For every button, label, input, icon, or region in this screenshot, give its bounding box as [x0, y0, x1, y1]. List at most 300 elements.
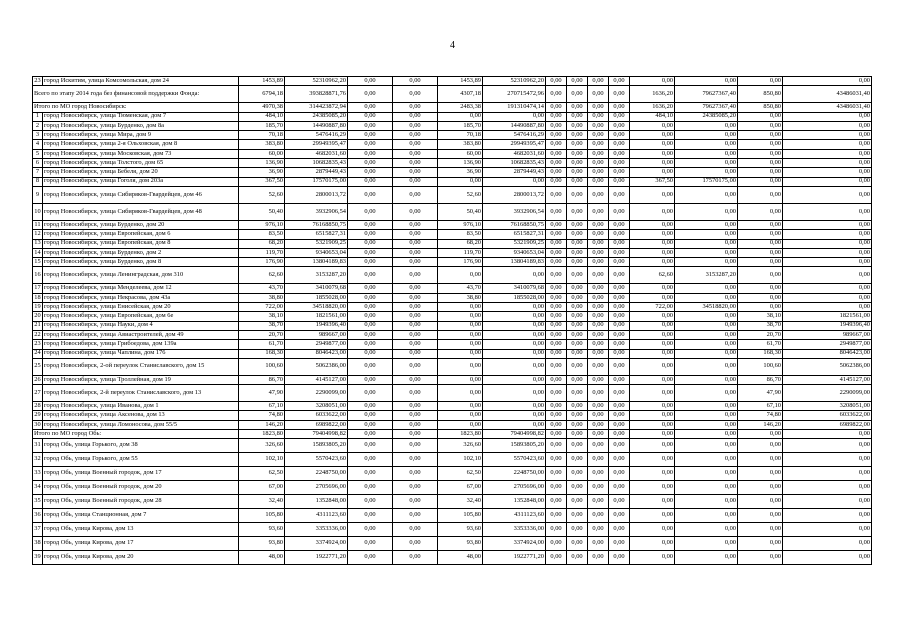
value-cell: 2248750,00: [285, 467, 348, 481]
value-cell: 0,00: [675, 121, 738, 130]
value-cell: 3153287,20: [675, 267, 738, 284]
value-cell: 0,00: [483, 177, 546, 186]
value-cell: 0,00: [609, 103, 630, 112]
row-number: 17: [33, 284, 43, 293]
value-cell: 0,00: [738, 159, 783, 168]
value-cell: 3410079,68: [483, 284, 546, 293]
address-cell: город Новосибирск, улица Толстого, дом 65: [43, 159, 239, 168]
value-cell: 0,00: [348, 121, 393, 130]
row-number: 32: [33, 453, 43, 467]
value-cell: 70,18: [239, 131, 285, 140]
value-cell: 168,30: [239, 349, 285, 358]
value-cell: 0,00: [546, 375, 567, 384]
value-cell: 0,00: [675, 481, 738, 495]
address-cell: город Новосибирск, улица Московская, дом 73: [43, 149, 239, 158]
value-cell: 0,00: [588, 330, 609, 339]
value-cell: 0,00: [393, 140, 438, 149]
value-cell: 0,00: [546, 358, 567, 375]
value-cell: 5321909,25: [285, 239, 348, 248]
value-cell: 0,00: [393, 77, 438, 86]
value-cell: 0,00: [348, 293, 393, 302]
value-cell: 0,00: [783, 77, 872, 86]
value-cell: 9340653,04: [285, 248, 348, 257]
table-row: [33, 551, 872, 565]
value-cell: 0,00: [546, 439, 567, 453]
row-number: 38: [33, 537, 43, 551]
value-cell: 0,00: [546, 168, 567, 177]
table-row: [33, 131, 872, 140]
value-cell: 93,80: [239, 537, 285, 551]
value-cell: 136,90: [239, 159, 285, 168]
value-cell: 0,00: [567, 303, 588, 312]
table-row: [33, 358, 872, 375]
value-cell: 0,00: [675, 358, 738, 375]
value-cell: 17570175,00: [675, 177, 738, 186]
value-cell: 4311123,60: [285, 509, 348, 523]
value-cell: 2800013,72: [483, 186, 546, 203]
value-cell: 0,00: [609, 385, 630, 402]
value-cell: 0,00: [783, 267, 872, 284]
value-cell: 38,80: [239, 293, 285, 302]
value-cell: 0,00: [393, 523, 438, 537]
row-number: 4: [33, 140, 43, 149]
value-cell: 14490887,80: [483, 121, 546, 130]
value-cell: 0,00: [630, 411, 675, 420]
value-cell: 0,00: [483, 112, 546, 121]
value-cell: 0,00: [348, 420, 393, 429]
value-cell: 74,80: [738, 411, 783, 420]
value-cell: 484,10: [630, 112, 675, 121]
value-cell: 0,00: [630, 159, 675, 168]
address-cell: город Обь, улица Военный городок, дом 28: [43, 495, 239, 509]
value-cell: 0,00: [483, 321, 546, 330]
value-cell: 0,00: [393, 375, 438, 384]
value-cell: 0,00: [630, 453, 675, 467]
value-cell: 86,70: [738, 375, 783, 384]
value-cell: 0,00: [588, 203, 609, 220]
value-cell: 62,60: [239, 267, 285, 284]
value-cell: 0,00: [567, 523, 588, 537]
value-cell: 67,10: [239, 402, 285, 411]
value-cell: 0,00: [783, 430, 872, 439]
value-cell: 0,00: [630, 312, 675, 321]
table-row: [33, 453, 872, 467]
value-cell: 2949877,00: [783, 340, 872, 349]
value-cell: 52,60: [239, 186, 285, 203]
value-cell: 0,00: [675, 430, 738, 439]
value-cell: 0,00: [438, 402, 483, 411]
value-cell: 0,00: [567, 439, 588, 453]
value-cell: 0,00: [546, 248, 567, 257]
value-cell: 0,00: [348, 77, 393, 86]
value-cell: 0,00: [783, 537, 872, 551]
value-cell: 0,00: [783, 509, 872, 523]
value-cell: 0,00: [546, 340, 567, 349]
value-cell: 136,90: [438, 159, 483, 168]
value-cell: 0,00: [393, 420, 438, 429]
value-cell: 0,00: [609, 177, 630, 186]
value-cell: 2290099,00: [783, 385, 872, 402]
value-cell: 0,00: [567, 186, 588, 203]
value-cell: 0,00: [438, 411, 483, 420]
value-cell: 0,00: [675, 551, 738, 565]
value-cell: 0,00: [348, 340, 393, 349]
value-cell: 1922771,20: [483, 551, 546, 565]
value-cell: 0,00: [567, 140, 588, 149]
row-number: 2: [33, 121, 43, 130]
value-cell: 0,00: [783, 186, 872, 203]
value-cell: 0,00: [783, 112, 872, 121]
table-row: [33, 258, 872, 267]
value-cell: 0,00: [567, 411, 588, 420]
table-row: [33, 312, 872, 321]
value-cell: 0,00: [738, 131, 783, 140]
value-cell: 0,00: [609, 131, 630, 140]
row-number: 33: [33, 467, 43, 481]
total-row: [33, 103, 872, 112]
value-cell: 0,00: [393, 312, 438, 321]
value-cell: 3353336,00: [285, 523, 348, 537]
value-cell: 168,30: [738, 349, 783, 358]
value-cell: 0,00: [588, 220, 609, 229]
value-cell: 0,00: [567, 258, 588, 267]
table-row: [33, 303, 872, 312]
value-cell: 0,00: [609, 77, 630, 86]
value-cell: 0,00: [348, 220, 393, 229]
value-cell: 0,00: [588, 321, 609, 330]
row-number: 14: [33, 248, 43, 257]
value-cell: 0,00: [546, 203, 567, 220]
value-cell: 0,00: [567, 267, 588, 284]
value-cell: 0,00: [630, 358, 675, 375]
value-cell: 0,00: [393, 168, 438, 177]
value-cell: 76168850,75: [285, 220, 348, 229]
value-cell: 52310962,20: [483, 77, 546, 86]
value-cell: 326,60: [239, 439, 285, 453]
address-cell: город Новосибирск, улица Бебеля, дом 20: [43, 168, 239, 177]
address-cell: город Новосибирск, улица Тюменская, дом 7: [43, 112, 239, 121]
value-cell: 0,00: [675, 495, 738, 509]
value-cell: 0,00: [567, 77, 588, 86]
value-cell: 0,00: [675, 131, 738, 140]
row-number: 27: [33, 385, 43, 402]
value-cell: 6515827,31: [483, 230, 546, 239]
value-cell: 0,00: [738, 177, 783, 186]
value-cell: 0,00: [588, 537, 609, 551]
value-cell: 0,00: [348, 230, 393, 239]
value-cell: 0,00: [567, 321, 588, 330]
value-cell: 0,00: [609, 495, 630, 509]
value-cell: 0,00: [588, 349, 609, 358]
value-cell: 9340653,04: [483, 248, 546, 257]
value-cell: 0,00: [567, 495, 588, 509]
table-row: [33, 267, 872, 284]
value-cell: 8046423,00: [783, 349, 872, 358]
row-number: 29: [33, 411, 43, 420]
row-number: 1: [33, 112, 43, 121]
value-cell: 0,00: [438, 330, 483, 339]
value-cell: 0,00: [588, 230, 609, 239]
value-cell: 0,00: [783, 177, 872, 186]
value-cell: 3208051,00: [285, 402, 348, 411]
table-row: [33, 186, 872, 203]
row-number: 39: [33, 551, 43, 565]
value-cell: 0,00: [738, 293, 783, 302]
value-cell: 0,00: [630, 293, 675, 302]
value-cell: 0,00: [588, 177, 609, 186]
table-row: [33, 159, 872, 168]
value-cell: 0,00: [630, 220, 675, 229]
value-cell: 0,00: [567, 430, 588, 439]
value-cell: 0,00: [567, 293, 588, 302]
value-cell: 62,60: [630, 267, 675, 284]
value-cell: 0,00: [738, 467, 783, 481]
value-cell: 3153287,20: [285, 267, 348, 284]
value-cell: 3932906,54: [483, 203, 546, 220]
value-cell: 0,00: [567, 131, 588, 140]
value-cell: 0,00: [546, 293, 567, 302]
table-row: [33, 140, 872, 149]
value-cell: 0,00: [567, 375, 588, 384]
value-cell: 0,00: [393, 385, 438, 402]
value-cell: 0,00: [348, 453, 393, 467]
row-number: 37: [33, 523, 43, 537]
value-cell: 0,00: [567, 453, 588, 467]
value-cell: 393828871,76: [285, 86, 348, 103]
table-row: [33, 537, 872, 551]
value-cell: 2800013,72: [285, 186, 348, 203]
value-cell: 0,00: [783, 239, 872, 248]
address-cell: город Новосибирск, улица Бурденко, дом 8: [43, 258, 239, 267]
value-cell: 0,00: [348, 481, 393, 495]
value-cell: 38,80: [438, 293, 483, 302]
address-cell: город Новосибирск, улица Троллейная, дом 19: [43, 375, 239, 384]
value-cell: 0,00: [630, 149, 675, 158]
value-cell: 0,00: [609, 284, 630, 293]
value-cell: 0,00: [609, 267, 630, 284]
value-cell: 0,00: [588, 402, 609, 411]
table-row: [33, 467, 872, 481]
value-cell: 0,00: [609, 112, 630, 121]
value-cell: 0,00: [588, 481, 609, 495]
value-cell: 0,00: [588, 140, 609, 149]
value-cell: 0,00: [738, 239, 783, 248]
value-cell: 0,00: [393, 467, 438, 481]
value-cell: 722,00: [239, 303, 285, 312]
value-cell: 0,00: [783, 121, 872, 130]
value-cell: 0,00: [675, 293, 738, 302]
value-cell: 0,00: [675, 439, 738, 453]
value-cell: 0,00: [738, 495, 783, 509]
value-cell: 50,40: [239, 203, 285, 220]
value-cell: 0,00: [393, 86, 438, 103]
value-cell: 0,00: [546, 330, 567, 339]
value-cell: 0,00: [393, 321, 438, 330]
value-cell: 0,00: [609, 340, 630, 349]
value-cell: 0,00: [483, 375, 546, 384]
value-cell: 0,00: [546, 467, 567, 481]
value-cell: 1352848,00: [483, 495, 546, 509]
value-cell: 0,00: [567, 112, 588, 121]
table-row: [33, 77, 872, 86]
value-cell: 0,00: [609, 86, 630, 103]
address-cell: город Искитим, улица Комсомольская, дом 24: [43, 77, 239, 86]
value-cell: 0,00: [783, 220, 872, 229]
value-cell: 0,00: [783, 303, 872, 312]
value-cell: 0,00: [738, 112, 783, 121]
value-cell: 0,00: [588, 430, 609, 439]
row-number: 19: [33, 303, 43, 312]
value-cell: 67,00: [239, 481, 285, 495]
table-row: [33, 375, 872, 384]
value-cell: 0,00: [738, 248, 783, 257]
value-cell: 0,00: [783, 258, 872, 267]
value-cell: 0,00: [588, 131, 609, 140]
value-cell: 0,00: [609, 303, 630, 312]
address-cell: город Обь, улица Кирова, дом 20: [43, 551, 239, 565]
value-cell: 0,00: [393, 177, 438, 186]
value-cell: 43,70: [438, 284, 483, 293]
value-cell: 0,00: [609, 321, 630, 330]
value-cell: 0,00: [675, 168, 738, 177]
value-cell: 79404998,82: [483, 430, 546, 439]
value-cell: 43486031,40: [783, 103, 872, 112]
value-cell: 5321909,25: [483, 239, 546, 248]
value-cell: 15893805,20: [483, 439, 546, 453]
value-cell: 0,00: [567, 420, 588, 429]
value-cell: 0,00: [546, 303, 567, 312]
value-cell: 0,00: [348, 349, 393, 358]
value-cell: 15893805,20: [285, 439, 348, 453]
value-cell: 0,00: [546, 321, 567, 330]
value-cell: 0,00: [393, 439, 438, 453]
value-cell: 0,00: [438, 358, 483, 375]
value-cell: 0,00: [588, 467, 609, 481]
value-cell: 0,00: [588, 411, 609, 420]
value-cell: 176,90: [239, 258, 285, 267]
value-cell: 3208051,00: [783, 402, 872, 411]
value-cell: 367,50: [630, 177, 675, 186]
value-cell: 70,18: [438, 131, 483, 140]
value-cell: 0,00: [348, 112, 393, 121]
value-cell: 0,00: [546, 495, 567, 509]
value-cell: 0,00: [588, 509, 609, 523]
value-cell: 38,10: [239, 312, 285, 321]
value-cell: 0,00: [588, 112, 609, 121]
value-cell: 0,00: [675, 312, 738, 321]
value-cell: 1922771,20: [285, 551, 348, 565]
value-cell: 0,00: [609, 121, 630, 130]
address-cell: город Новосибирск, улица Авиастроителей, дом 49: [43, 330, 239, 339]
value-cell: 34518820,00: [675, 303, 738, 312]
address-cell: город Обь, улица Военный городок, дом 17: [43, 467, 239, 481]
row-number: 9: [33, 186, 43, 203]
value-cell: 0,00: [588, 186, 609, 203]
value-cell: 0,00: [588, 248, 609, 257]
value-cell: 0,00: [348, 430, 393, 439]
value-cell: 86,70: [239, 375, 285, 384]
value-cell: 119,70: [239, 248, 285, 257]
value-cell: 0,00: [675, 230, 738, 239]
value-cell: 0,00: [738, 509, 783, 523]
value-cell: 1823,80: [239, 430, 285, 439]
value-cell: 4307,18: [438, 86, 483, 103]
row-number: 35: [33, 495, 43, 509]
value-cell: 0,00: [567, 149, 588, 158]
value-cell: 0,00: [588, 77, 609, 86]
value-cell: 0,00: [393, 537, 438, 551]
row-number: 21: [33, 321, 43, 330]
value-cell: 0,00: [546, 86, 567, 103]
table-row: [33, 112, 872, 121]
value-cell: 2483,38: [438, 103, 483, 112]
value-cell: 0,00: [630, 375, 675, 384]
value-cell: 0,00: [609, 551, 630, 565]
value-cell: 34518820,00: [285, 303, 348, 312]
value-cell: 0,00: [588, 168, 609, 177]
value-cell: 0,00: [675, 220, 738, 229]
value-cell: 0,00: [348, 523, 393, 537]
value-cell: 0,00: [630, 140, 675, 149]
row-number: 15: [33, 258, 43, 267]
address-cell: город Новосибирск, улица Аксенова, дом 13: [43, 411, 239, 420]
value-cell: 0,00: [675, 375, 738, 384]
row-number: 30: [33, 420, 43, 429]
value-cell: 0,00: [546, 312, 567, 321]
value-cell: 0,00: [546, 481, 567, 495]
value-cell: 0,00: [630, 385, 675, 402]
value-cell: 0,00: [546, 121, 567, 130]
value-cell: 0,00: [783, 203, 872, 220]
value-cell: 0,00: [348, 177, 393, 186]
value-cell: 4970,38: [239, 103, 285, 112]
value-cell: 0,00: [675, 402, 738, 411]
value-cell: 0,00: [483, 330, 546, 339]
value-cell: 0,00: [348, 402, 393, 411]
value-cell: 0,00: [630, 168, 675, 177]
value-cell: 0,00: [438, 420, 483, 429]
value-cell: 68,20: [239, 239, 285, 248]
row-number: 34: [33, 481, 43, 495]
value-cell: 0,00: [783, 453, 872, 467]
value-cell: 5062386,00: [783, 358, 872, 375]
value-cell: 722,00: [630, 303, 675, 312]
value-cell: 0,00: [348, 140, 393, 149]
value-cell: 0,00: [546, 220, 567, 229]
value-cell: 0,00: [675, 340, 738, 349]
value-cell: 0,00: [609, 453, 630, 467]
address-cell: город Новосибирск, 2-ой переулок Станиславского, дом 15: [43, 358, 239, 375]
value-cell: 0,00: [588, 267, 609, 284]
value-cell: 976,10: [239, 220, 285, 229]
value-cell: 13804189,83: [285, 258, 348, 267]
address-cell: город Новосибирск, улица Науки, дом 4: [43, 321, 239, 330]
value-cell: 3410079,68: [285, 284, 348, 293]
value-cell: 0,00: [588, 149, 609, 158]
value-cell: 0,00: [348, 321, 393, 330]
value-cell: 0,00: [609, 537, 630, 551]
value-cell: 0,00: [675, 258, 738, 267]
value-cell: 0,00: [588, 303, 609, 312]
value-cell: 5570423,60: [483, 453, 546, 467]
value-cell: 0,00: [609, 203, 630, 220]
address-cell: город Новосибирск, улица Иванова, дом 1: [43, 402, 239, 411]
value-cell: 0,00: [783, 230, 872, 239]
value-cell: 0,00: [567, 340, 588, 349]
value-cell: 48,00: [438, 551, 483, 565]
value-cell: 0,00: [567, 312, 588, 321]
value-cell: 1855028,00: [483, 293, 546, 302]
